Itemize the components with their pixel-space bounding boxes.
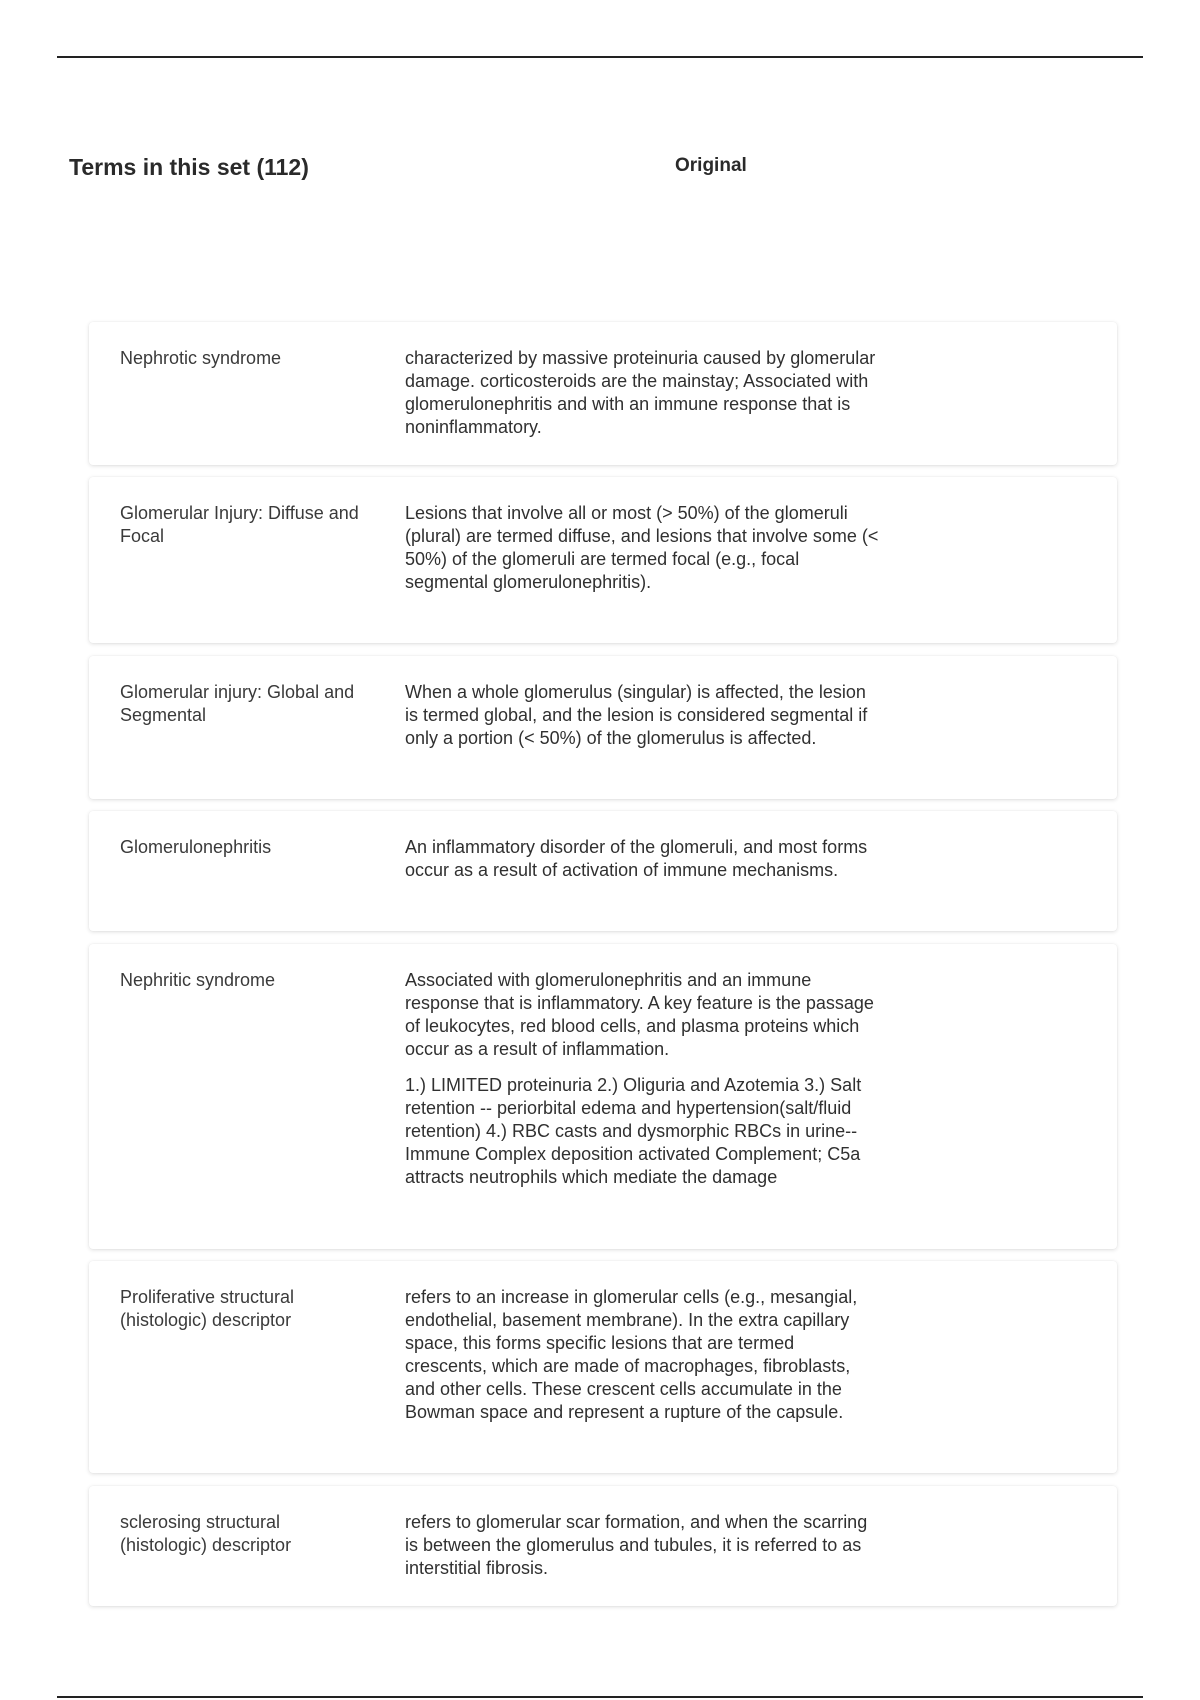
term-card (89, 811, 1117, 931)
term-card (89, 322, 1117, 465)
definition-text (405, 1511, 881, 1580)
definition-text (405, 969, 881, 1189)
definition-paragraph: Lesions that involve all or most (> 50%) of the glomeruli (plural) are termed diffuse, and lesions that involve some (< 50%) of the glomeruli are termed focal (e.g., focal segmental glomerulonephritis). (405, 503, 879, 592)
term-card (89, 656, 1117, 799)
definition-text (405, 681, 881, 750)
definition-text (405, 347, 881, 439)
definition-text (405, 1286, 881, 1424)
term-text: Nephrotic syndrome (120, 348, 282, 368)
term-text: Glomerular Injury: Diffuse and Focal (120, 503, 359, 546)
definition-text (405, 836, 881, 882)
definition-paragraph: 1.) LIMITED proteinuria 2.) Oliguria and Azotemia 3.) Salt retention -- periorbital edema and hypertension(salt/fluid retention) 4.) RBC casts and dysmorphic RBCs in urine-- Immune Complex deposition activated Complement; C5a attracts neutrophils which mediate the damage (405, 1075, 862, 1187)
definition-text (405, 502, 881, 594)
definition-paragraph: An inflammatory disorder of the glomeruli, and most forms occur as a result of activation of immune mechanisms. (405, 837, 868, 880)
definition-paragraph: refers to glomerular scar formation, and when the scarring is between the glomerulus and tubules, it is referred to as interstitial fibrosis. (405, 1512, 868, 1578)
definition-paragraph: Associated with glomerulonephritis and an immune response that is inflammatory. A key feature is the passage of leukocytes, red blood cells, and plasma proteins which occur as a result of inflammation. (405, 970, 874, 1059)
set-title: Terms in this set (112) (69, 154, 309, 180)
term-card (89, 944, 1117, 1249)
term-card (89, 477, 1117, 643)
term-text: Proliferative structural (histologic) descriptor (120, 1287, 295, 1330)
top-divider (57, 56, 1143, 58)
definition-paragraph: When a whole glomerulus (singular) is affected, the lesion is termed global, and the lesion is considered segmental if only a portion (< 50%) of the glomerulus is affected. (405, 682, 868, 748)
term-card (89, 1261, 1117, 1473)
term-text: sclerosing structural (histologic) descriptor (120, 1512, 292, 1555)
tab-original[interactable]: Original (675, 155, 747, 176)
term-text: Glomerulonephritis (120, 837, 272, 857)
definition-paragraph: characterized by massive proteinuria caused by glomerular damage. corticosteroids are the mainstay; Associated with glomerulonephritis and with an immune response that is noninflammatory. (405, 348, 876, 437)
bottom-divider (57, 1696, 1143, 1698)
term-text: Nephritic syndrome (120, 970, 276, 990)
definition-paragraph: refers to an increase in glomerular cells (e.g., mesangial, endothelial, basement membrane). In the extra capillary space, this forms specific lesions that are termed crescents, which are made of macrophages, fibroblasts, and other cells. These crescent cells accumulate in the Bowman space and represent a rupture of the capsule. (405, 1287, 858, 1422)
term-text: Glomerular injury: Global and Segmental (120, 682, 355, 725)
term-card (89, 1486, 1117, 1606)
